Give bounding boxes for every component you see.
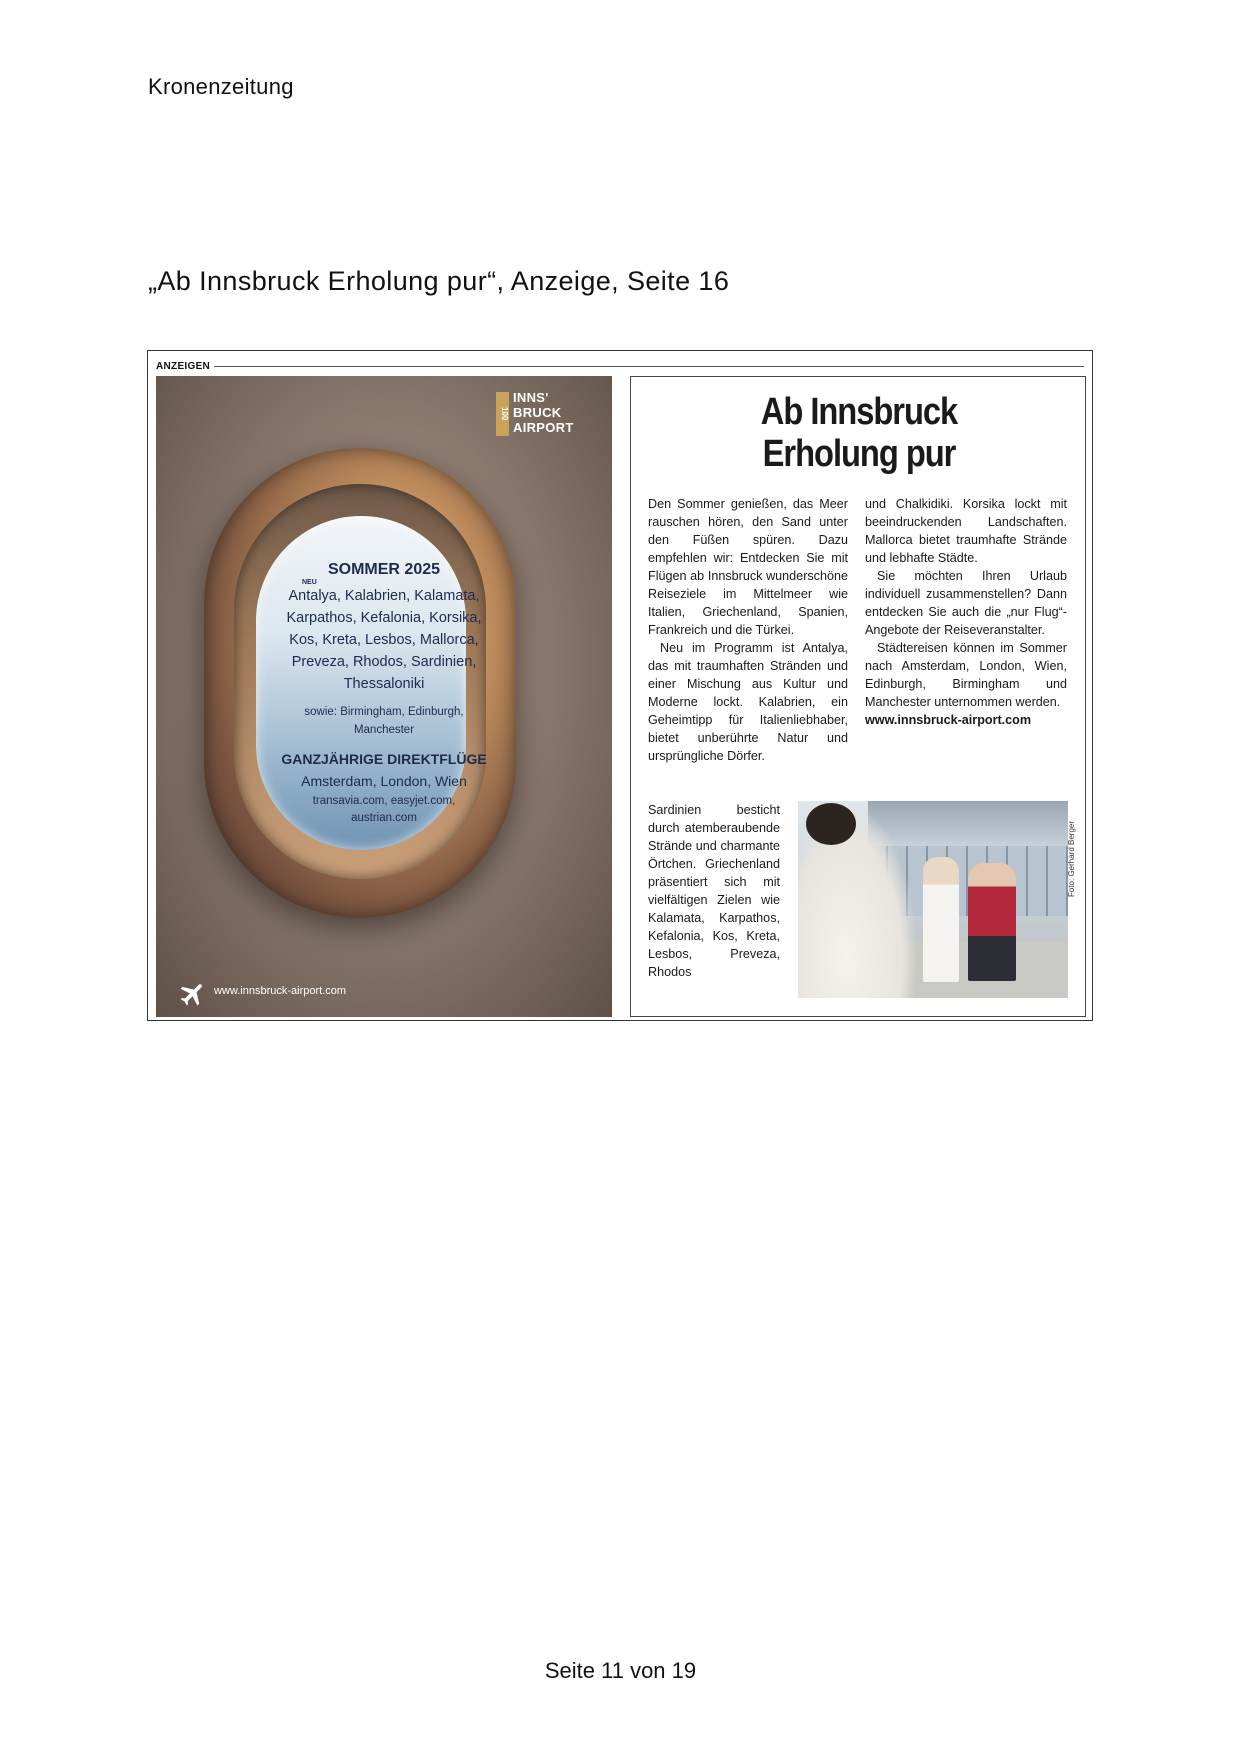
yearround-title: GANZJÄHRIGE DIREKTFLÜGE	[281, 751, 487, 767]
advertisement-panel	[156, 376, 612, 1017]
section-rule	[214, 366, 1084, 367]
travelers-photo	[798, 801, 1068, 998]
paragraph-2: Neu im Programm ist Antalya, das mit traumhaften Stränden und einer Mischung aus Kultur und Moderne lockt. Kalabrien, ein Geheimtipp für Italienliebhaber, bietet unberührte Natur und ursprüngliche Dörfer.	[648, 641, 848, 763]
paragraph-2-continued: Sardinien besticht durch atemberaubende Strände und charmante Örtchen. Griechenland präsentiert sich mit vielfältigen Zielen wie Kalamata, Karpathos, Kefalonia, Kos, Kreta, Lesbos, Preveza, Rhodos	[648, 803, 780, 979]
newspaper-clipping	[147, 350, 1093, 1021]
traveler-red-jacket	[968, 863, 1016, 981]
paragraph-5: Städtereisen können im Sommer nach Amsterdam, London, Wien, Edinburgh, Birmingham und Manchester unternommen werden.	[865, 641, 1067, 709]
traveler-white-outfit	[923, 857, 959, 982]
logo-badge: 100	[496, 392, 509, 436]
article-title: „Ab Innsbruck Erholung pur“, Anzeige, Seite 16	[148, 266, 730, 296]
paragraph-3: und Chalkidiki. Korsika lockt mit beeindruckenden Landschaften. Mallorca bietet traumhafte Strände und lebhafte Städte.	[865, 497, 1067, 565]
text-column-left-continued	[648, 801, 780, 981]
photo-credit: Foto: Gerhard Berger	[1067, 820, 1076, 897]
publication-name: Kronenzeitung	[148, 74, 294, 99]
paragraph-1: Den Sommer genießen, das Meer rauschen hören, den Sand unter den Füßen spüren. Dazu empfehlen wir: Entdecken Sie mit Flügen ab Innsbruck wunderschöne Reiseziele im Mittelmeer wie Italien, Griechenland, Spanien, Frankreich und die Türkei.	[648, 497, 848, 637]
airport-logo	[496, 390, 606, 440]
section-label: ANZEIGEN	[156, 361, 211, 372]
logo-line-2: BRUCK	[513, 405, 562, 420]
editorial-url: www.innsbruck-airport.com	[865, 713, 1032, 727]
yearround-destinations: Amsterdam, London, Wien	[301, 773, 467, 789]
new-badge: NEU	[302, 579, 317, 586]
page-number: Seite 11 von 19	[544, 1658, 697, 1683]
logo-line-1: INNS'	[513, 390, 549, 405]
airplane-icon	[178, 979, 208, 1009]
ad-url: www.innsbruck-airport.com	[214, 985, 347, 997]
editorial-panel	[630, 376, 1086, 1017]
ad-text-block	[156, 561, 612, 827]
summer-destinations: Antalya, Kalabrien, Kalamata, Karpathos, Kefalonia, Korsika, Kos, Kreta, Lesbos, Mallorca, Preveza, Rhodos, Sardinien, Thessaloniki	[286, 588, 482, 692]
logo-line-3: AIRPORT	[513, 420, 574, 435]
text-column-right	[865, 495, 1067, 729]
additional-destinations: sowie: Birmingham, Edinburgh, Manchester	[304, 706, 464, 736]
airline-carriers: transavia.com, easyjet.com, austrian.com	[312, 795, 456, 824]
season-title: SOMMER 2025	[327, 561, 441, 578]
headline-line-2: Erholung pur	[762, 433, 956, 475]
headline-line-1: Ab Innsbruck	[760, 391, 958, 433]
paragraph-4: Sie möchten Ihren Urlaub individuell zusammenstellen? Dann entdecken Sie auch die „nur Flug“-Angebote der Reiseveranstalter.	[865, 569, 1067, 637]
editorial-headline	[663, 391, 1055, 475]
traveler-foreground-head	[806, 803, 856, 845]
text-column-left	[648, 495, 848, 765]
logo-text	[513, 390, 574, 435]
